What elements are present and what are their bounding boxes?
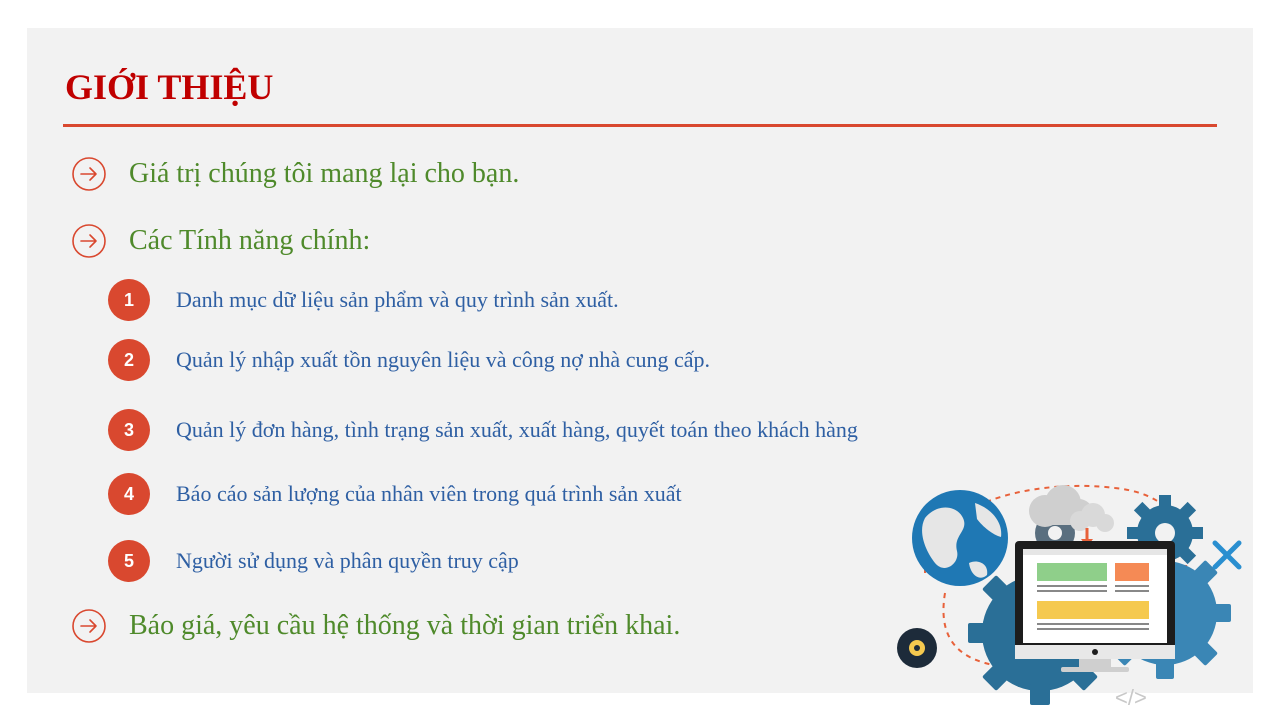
- circle-arrow-right-icon: [71, 608, 107, 644]
- feature-item-1: [108, 279, 619, 321]
- number-badge: 2: [108, 339, 150, 381]
- disc-icon: [897, 628, 937, 668]
- bullet-item-quote: [71, 608, 680, 644]
- feature-item-5: [108, 540, 519, 582]
- feature-item-2: [108, 339, 710, 381]
- feature-text: Quản lý nhập xuất tồn nguyên liệu và công nợ nhà cung cấp.: [176, 347, 710, 372]
- feature-item-4: [108, 473, 682, 515]
- feature-text: Báo cáo sản lượng của nhân viên trong quá trình sản xuất: [176, 481, 682, 506]
- feature-item-3: [108, 409, 858, 451]
- slide-title: GIỚI THIỆU: [65, 67, 274, 107]
- title-divider: [63, 124, 1217, 127]
- code-icon: </>: [1115, 685, 1147, 710]
- bullet-item-value: [71, 156, 519, 192]
- bullet-text: Báo giá, yêu cầu hệ thống và thời gian triển khai.: [129, 610, 681, 641]
- feature-text: Người sử dụng và phân quyền truy cập: [176, 548, 519, 573]
- globe-icon: [912, 490, 1008, 586]
- bullet-text: Các Tính năng chính:: [129, 225, 371, 256]
- bullet-text: Giá trị chúng tôi mang lại cho bạn.: [129, 158, 520, 189]
- monitor-icon: [1015, 541, 1175, 672]
- circle-arrow-right-icon: [71, 156, 107, 192]
- feature-text: Quản lý đơn hàng, tình trạng sản xuất, xuất hàng, quyết toán theo khách hàng: [176, 417, 858, 442]
- number-badge: 3: [108, 409, 150, 451]
- circle-arrow-right-icon: [71, 223, 107, 259]
- tools-icon: [1215, 543, 1239, 567]
- slide: [27, 28, 1253, 710]
- feature-text: Danh mục dữ liệu sản phẩm và quy trình sản xuất.: [176, 287, 619, 312]
- number-badge: 1: [108, 279, 150, 321]
- computer-gears-illustration: [865, 463, 1245, 710]
- number-badge: 4: [108, 473, 150, 515]
- number-badge: 5: [108, 540, 150, 582]
- bullet-item-features: [71, 223, 370, 259]
